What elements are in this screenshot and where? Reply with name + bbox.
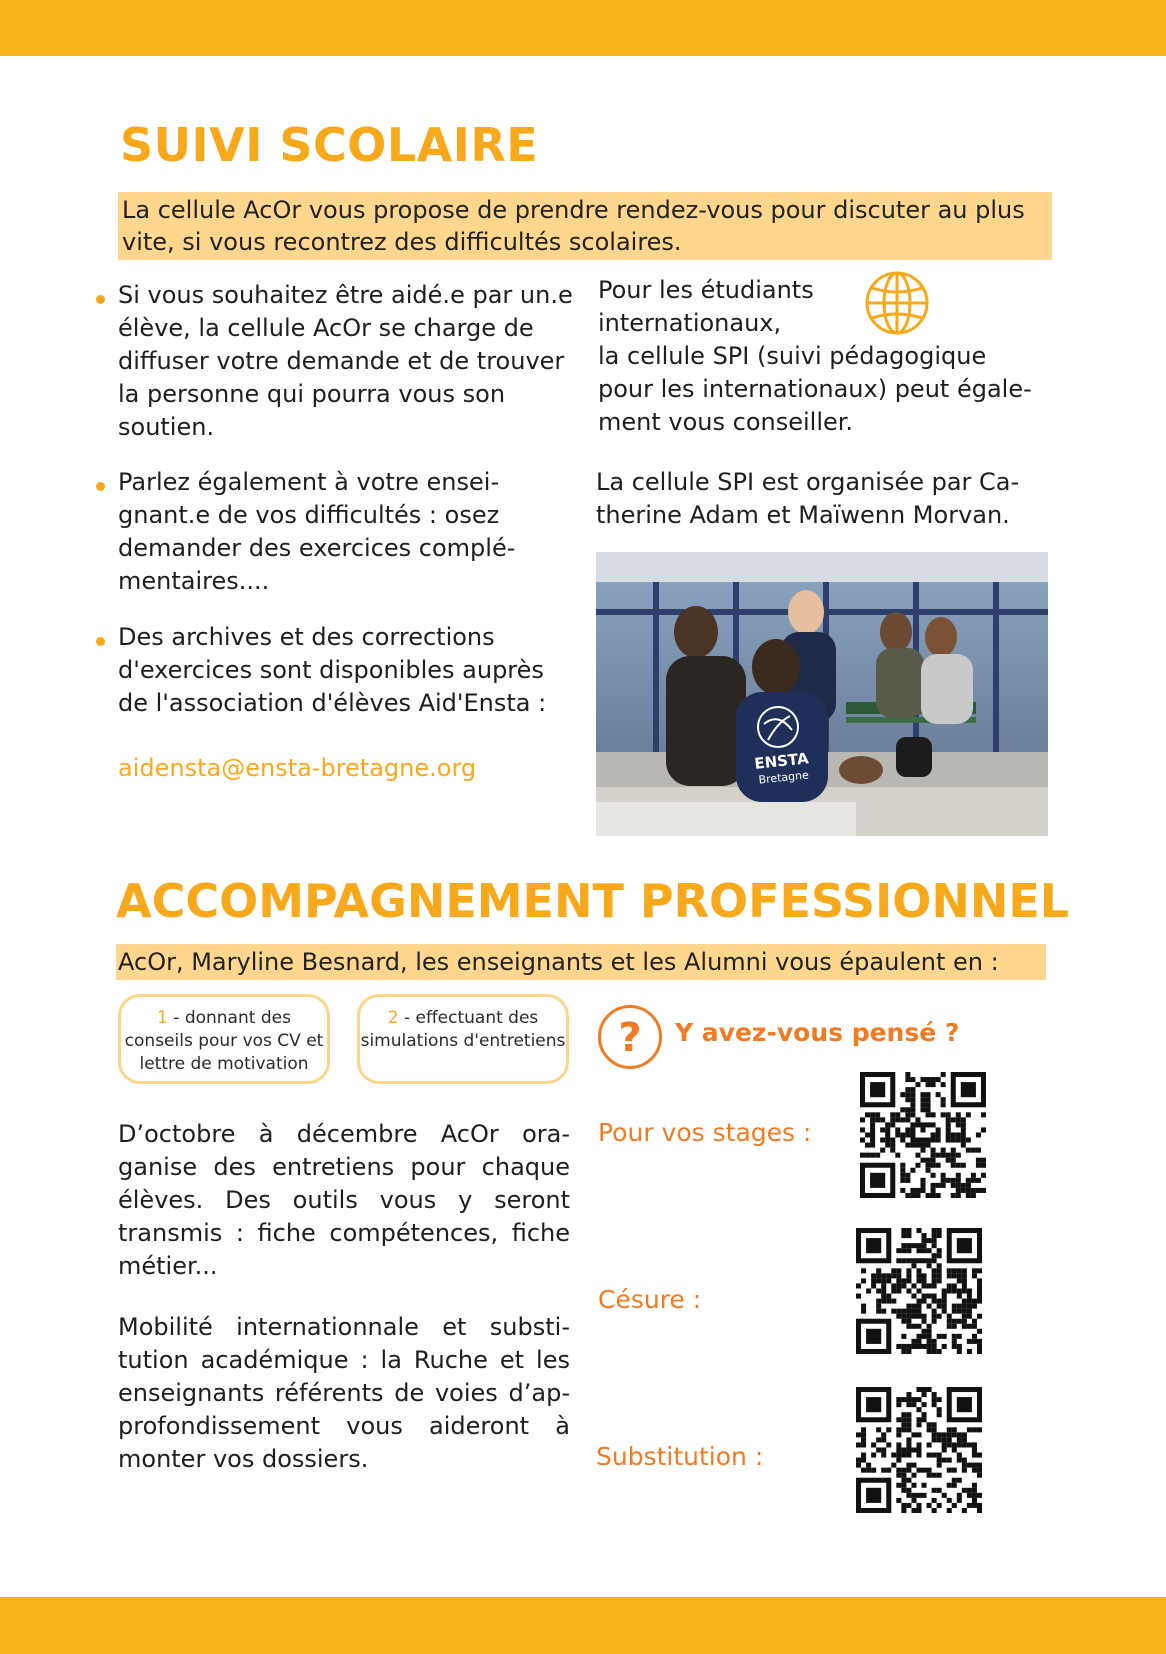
globe-icon (864, 270, 930, 336)
question-heading: Y avez-vous pensé ? (675, 1018, 960, 1047)
qr-code-stages-icon[interactable] (860, 1072, 986, 1198)
bullet-dot-icon (96, 482, 105, 491)
spi-organizers-text: La cellule SPI est organisée par Ca-therine Adam et Maïwenn Morvan. (596, 468, 1020, 529)
qr-label-stages: Pour vos stages : (598, 1118, 812, 1147)
bullet-item (118, 621, 580, 720)
interviews-paragraph: D’octobre à décembre AcOr ora-ganise des entretiens pour chaque élèves. Des outils vous y seront transmis : fiche compétences, fiche métier... (118, 1120, 570, 1280)
qr-label-cesure: Césure : (598, 1285, 702, 1314)
aidensta-email-link[interactable]: aidensta@ensta-bretagne.org (118, 754, 477, 782)
photo-logo-text: ENSTA (753, 749, 810, 773)
service-pill-interview: 2 - effectuant des simulations d'entretiens (357, 994, 569, 1084)
qr-code-substitution-icon[interactable] (856, 1387, 982, 1513)
intl-students-text: Pour les étudiants internationaux, la cellule SPI (suivi pédagogique pour les internationaux) peut égale- ment vous conseiller. (598, 276, 1032, 436)
bullet-item (118, 279, 580, 444)
bullet-text: Parlez également à votre ensei-gnant.e de vos difficultés : osez demander des exercices complé-mentaires.... (118, 468, 516, 595)
students-photo (596, 552, 1048, 836)
service-pill-cv: 1 - donnant des conseils pour vos CV et lettre de motivation (118, 994, 330, 1084)
top-band (0, 0, 1166, 56)
mobility-paragraph: Mobilité internationnale et substi-tution académique : la Ruche et les enseignants référents de voies d’ap-profondissement vous aideront à monter vos dossiers. (118, 1313, 570, 1473)
pro-intro: AcOr, Maryline Besnard, les enseignants et les Alumni vous épaulent en : (116, 944, 1046, 980)
bullet-dot-icon (96, 295, 105, 304)
section-title-suivi: SUIVI SCOLAIRE (120, 118, 539, 172)
bullet-dot-icon (96, 637, 105, 646)
qr-code-cesure-icon[interactable] (856, 1228, 982, 1354)
question-mark-icon: ? (598, 1005, 662, 1069)
bullet-text: Si vous souhaitez être aidé.e par un.e élève, la cellule AcOr se charge de diffuser votre demande et de trouver la personne qui pourra vous son soutien. (118, 281, 573, 441)
photo-logo-subtext: Bretagne (757, 768, 810, 787)
bullet-item (118, 466, 580, 598)
section-title-pro: ACCOMPAGNEMENT PROFESSIONNEL (116, 874, 1070, 928)
qr-label-substitution: Substitution : (596, 1442, 764, 1471)
suivi-intro: La cellule AcOr vous propose de prendre rendez-vous pour discuter au plus vite, si vous recontrez des difficultés scolaires. (118, 192, 1052, 260)
bottom-band (0, 1597, 1166, 1654)
bullet-text: Des archives et des corrections d'exercices sont disponibles auprès de l'association d'élèves Aid'Ensta : (118, 623, 547, 717)
